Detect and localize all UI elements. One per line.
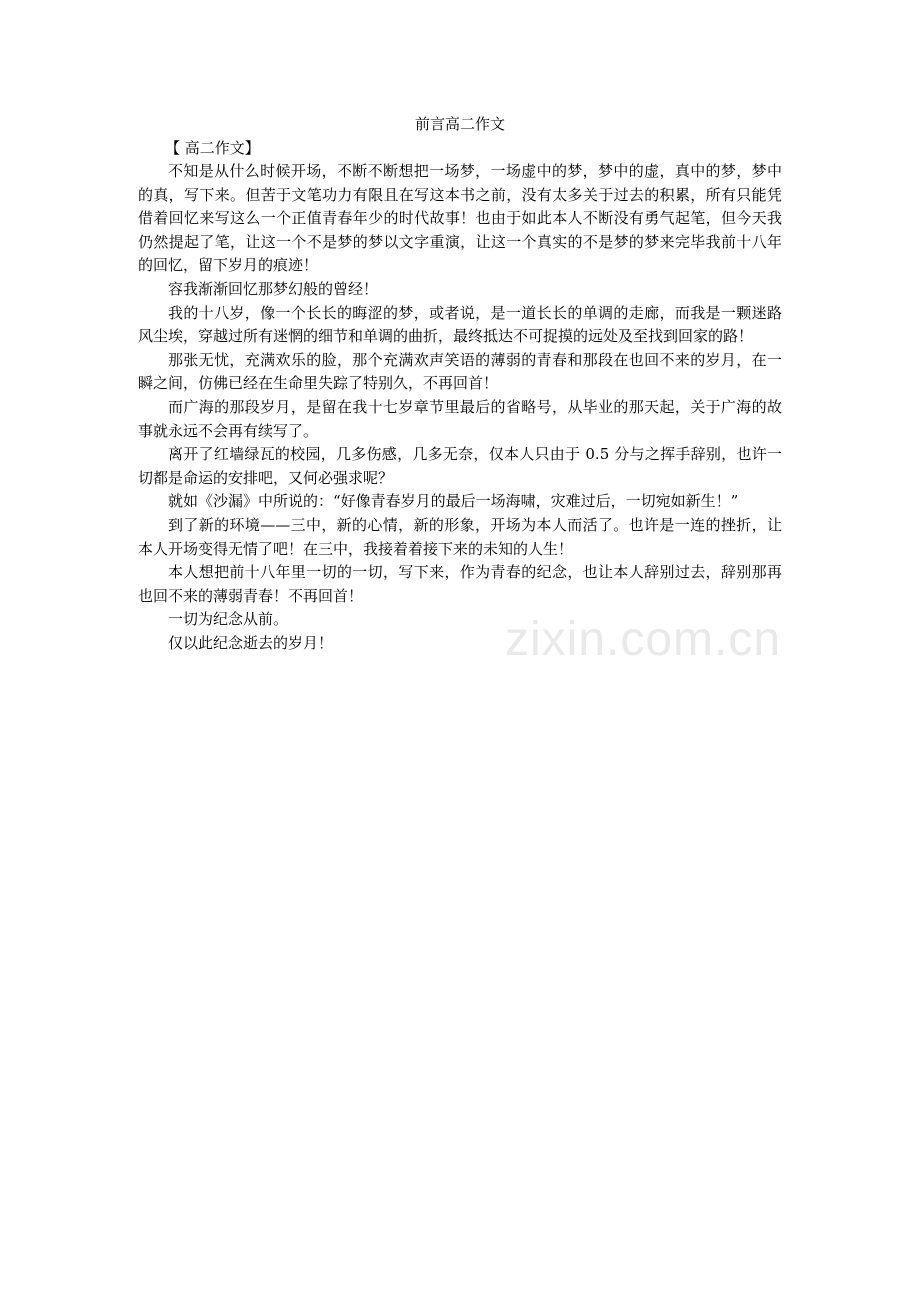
paragraph-4: 那张无忧，充满欢乐的脸，那个充满欢声笑语的薄弱的青春和那段在也回不来的岁月，在一瞬之间，仿佛已经在生命里失踪了特别久，不再回首！ bbox=[138, 350, 782, 393]
document-body bbox=[138, 112, 782, 655]
paragraph-7: 就如《沙漏》中所说的：“好像青春岁月的最后一场海啸，灾难过后，一切宛如新生！” bbox=[168, 492, 739, 511]
paragraph-2: 容我渐渐回忆那梦幻般的曾经！ bbox=[168, 279, 379, 298]
paragraph-1: 不知是从什么时候开场，不断不断想把一场梦，一场虚中的梦，梦中的虚，真中的梦，梦中的真，写下来。但苦于文笔功力有限且在写这本书之前，没有太多关于过去的积累，所有只能凭借着回忆来写这么一个正值青春年少的时代故事！也由于如此本人不断没有勇气起笔，但今天我仍然提起了笔，让这一个不是梦的梦以文字重演，让这一个真实的不是梦的梦来完毕我前十八年的回忆，留下岁月的痕迹！ bbox=[138, 162, 782, 275]
site-watermark: zixin.com.cn bbox=[505, 613, 782, 666]
paragraph-9: 本人想把前十八年里一切的一切，写下来，作为青春的纪念，也让本人辞别过去，辞别那再也回不来的薄弱青春！不再回首！ bbox=[138, 563, 782, 605]
paragraph-5: 而广海的那段岁月，是留在我十七岁章节里最后的省略号，从毕业的那天起，关于广海的故事就永远不会再有续写了。 bbox=[138, 397, 782, 440]
document-category-tag: 【 高二作文】 bbox=[165, 139, 260, 157]
paragraph-10: 一切为纪念从前。 bbox=[168, 610, 289, 629]
paragraph-6: 离开了红墙绿瓦的校园，几多伤感，几多无奈，仅本人只由于 0.5 分与之挥手辞别，也许一切都是命运的安排吧，又何必强求呢？ bbox=[138, 445, 782, 487]
paragraph-3: 我的十八岁，像一个长长的晦涩的梦，或者说，是一道长长的单调的走廊，而我是一颗迷路风尘埃，穿越过所有迷惘的细节和单调的曲折，最终抵达不可捉摸的远处及至找到回家的路！ bbox=[138, 303, 782, 346]
paragraph-11: 仅以此纪念逝去的岁月！ bbox=[168, 633, 334, 652]
paragraph-8: 到了新的环境——三中，新的心情，新的形象，开场为本人而活了。也许是一连的挫折，让本人开场变得无情了吧！在三中，我接着着接下来的未知的人生！ bbox=[138, 515, 782, 558]
document-title: 前言高二作文 bbox=[414, 115, 505, 133]
